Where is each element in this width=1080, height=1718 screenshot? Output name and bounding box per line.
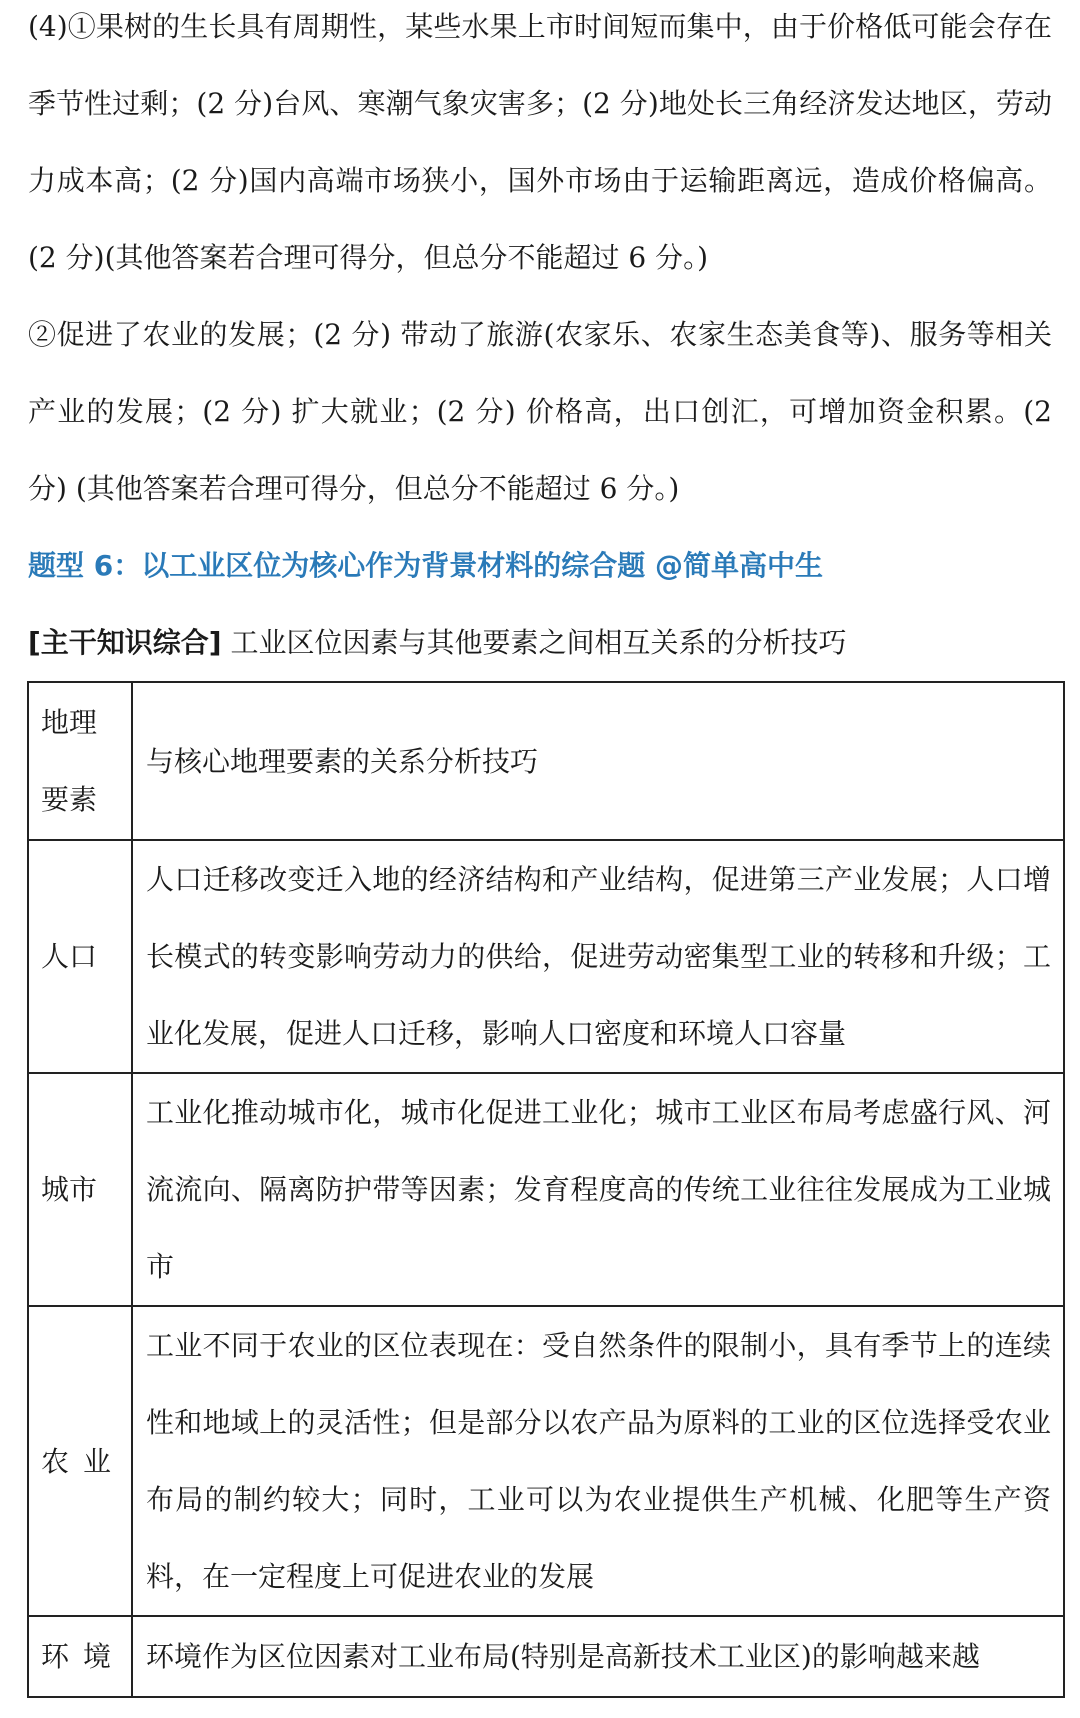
- row-key-agriculture: 农业: [28, 1306, 132, 1616]
- table-row: [28, 1306, 1064, 1616]
- row-value-population: 人口迁移改变迁入地的经济结构和产业结构，促进第三产业发展；人口增长模式的转变影响劳动力的供给，促进劳动密集型工业的转移和升级；工业化发展，促进人口迁移，影响人口密度和环境人口容量: [132, 840, 1064, 1073]
- row-value-environment: 环境作为区位因素对工业布局(特别是高新技术工业区)的影响越来越: [132, 1616, 1064, 1697]
- knowledge-table: [27, 681, 1065, 1698]
- table-header-row: [28, 682, 1064, 840]
- table-row: [28, 1616, 1064, 1697]
- header-key-line1: 地理: [41, 706, 98, 739]
- row-key-environment: 环境: [28, 1616, 132, 1697]
- row-value-city: 工业化推动城市化，城市化促进工业化；城市工业区布局考虑盛行风、河流流向、隔离防护带等因素；发育程度高的传统工业往往发展成为工业城市: [132, 1073, 1064, 1306]
- section-title: 题型 6：以工业区位为核心作为背景材料的综合题 @简单高中生: [28, 549, 823, 582]
- row-value-agriculture: 工业不同于农业的区位表现在：受自然条件的限制小，具有季节上的连续性和地域上的灵活性；但是部分以农产品为原料的工业的区位选择受农业布局的制约较大；同时，工业可以为农业提供生产机械、化肥等生产资料，在一定程度上可促进农业的发展: [132, 1306, 1064, 1616]
- subheading-bracket-label: [主干知识综合]: [28, 626, 222, 659]
- header-key-line2: 要素: [41, 783, 98, 816]
- row-key-population: 人口: [28, 840, 132, 1073]
- table-header-key: [28, 682, 132, 840]
- table-row: [28, 840, 1064, 1073]
- row-key-city: 城市: [28, 1073, 132, 1306]
- table-header-value: 与核心地理要素的关系分析技巧: [132, 682, 1064, 840]
- table-row: [28, 1073, 1064, 1306]
- answer-paragraph-4-part2: ②促进了农业的发展；(2 分) 带动了旅游(农家乐、农家生态美食等)、服务等相关产业的发展；(2 分) 扩大就业；(2 分) 价格高，出口创汇，可增加资金积累。(2 分) (其他答案若合理可得分，但总分不能超过 6 分。): [28, 318, 1052, 505]
- subheading-text: 工业区位因素与其他要素之间相互关系的分析技巧: [221, 626, 847, 659]
- answer-paragraph-4-part1: (4)①果树的生长具有周期性，某些水果上市时间短而集中，由于价格低可能会存在季节性过剩；(2 分)台风、寒潮气象灾害多；(2 分)地处长三角经济发达地区，劳动力成本高；(2 分)国内高端市场狭小，国外市场由于运输距离远，造成价格偏高。(2 分)(其他答案若合理可得分，但总分不能超过 6 分。): [28, 10, 1052, 274]
- section-subheading: [28, 604, 1052, 681]
